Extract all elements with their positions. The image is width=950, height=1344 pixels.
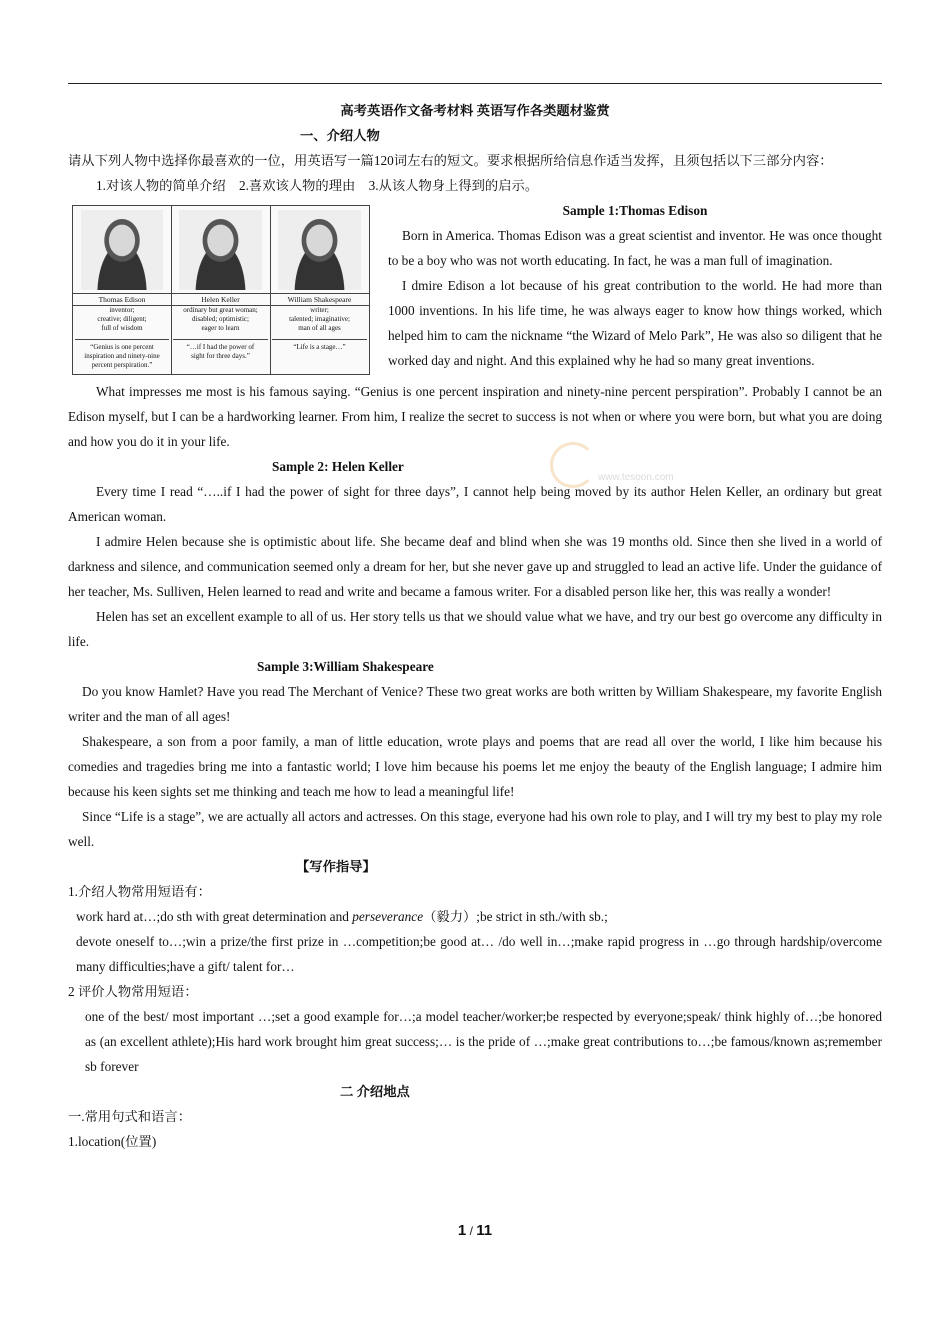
figure-name: Thomas Edison bbox=[73, 293, 171, 306]
phrase-italic: perseverance bbox=[352, 909, 424, 924]
sample1-paragraph: What impresses me most is his famous saying. “Genius is one percent inspiration and ninety-nine percent perspiration”. Probably I cannot be an Edison myself, but I can be a hardworking learner. From him, I realize the secret to success is not when or where you were born, but what you are doing and how you do it in your life. bbox=[68, 384, 882, 449]
figure-quote: “Life is a stage…” bbox=[272, 339, 367, 352]
doc-title: 高考英语作文备考材料 英语写作各类题材鉴赏 bbox=[340, 103, 610, 118]
guide-subheading: 2 评价人物常用短语： bbox=[68, 984, 198, 999]
page-number bbox=[0, 1222, 950, 1239]
sample3-heading: Sample 3:William Shakespeare bbox=[257, 659, 434, 674]
section1-heading: 一、介绍人物 bbox=[300, 128, 380, 143]
sample1-heading: Sample 1:Thomas Edison bbox=[562, 203, 708, 218]
section1-points: 1.对该人物的简单介绍 2.喜欢该人物的理由 3.从该人物身上得到的启示。 bbox=[96, 178, 539, 193]
figure-name: William Shakespeare bbox=[270, 293, 369, 306]
sample2-paragraph: Every time I read “…..if I had the power of sight for three days”, I cannot help being moved by its author Helen Keller, an ordinary but great American woman. bbox=[68, 484, 882, 524]
guide-heading: 【写作指导】 bbox=[296, 859, 376, 874]
page-separator: / bbox=[466, 1224, 477, 1238]
sample3-paragraph: Do you know Hamlet? Have you read The Merchant of Venice? These two great works are both written by William Shakespeare, my favorite English writer and the man of all ages! bbox=[68, 684, 882, 724]
edison-portrait bbox=[81, 210, 163, 290]
figure-traits: ordinary but great woman; disabled; optimistic; eager to learn bbox=[183, 306, 258, 332]
sample2-heading: Sample 2: Helen Keller bbox=[272, 459, 404, 474]
section2-item: 1.location(位置) bbox=[68, 1134, 157, 1149]
header-rule bbox=[68, 83, 882, 84]
section2-subheading: 一.常用句式和语言： bbox=[68, 1109, 191, 1124]
sample3-paragraph: Since “Life is a stage”, we are actually all actors and actresses. On this stage, everyone had his own role to play, and I will try my best to play my role well. bbox=[68, 809, 882, 849]
document-page bbox=[68, 98, 882, 1154]
guide-subheading: 1.介绍人物常用短语有： bbox=[68, 884, 211, 899]
page-current: 1 bbox=[457, 1222, 467, 1239]
figure-traits: writer; talented; imaginative; man of all ages bbox=[289, 306, 350, 332]
figure-column-keller bbox=[171, 206, 271, 374]
sample3-paragraph: Shakespeare, a son from a poor family, a man of little education, wrote plays and poems that are read all over the world, I like him because his comedies and tragedies bring me into a fantastic world; I love him because his poems let me enjoy the beauty of the English language; I admire him because his keen sights set me thinking and teach me how to lead a meaningful life! bbox=[68, 734, 882, 799]
watermark-url: www.tesoon.com bbox=[598, 472, 674, 483]
section1-instruction: 请从下列人物中选择你最喜欢的一位，用英语写一篇120词左右的短文。要求根据所给信息作适当发挥，且须包括以下三部分内容： bbox=[68, 153, 833, 168]
page-total: 11 bbox=[476, 1222, 493, 1239]
sample2-paragraph: Helen has set an excellent example to all of us. Her story tells us that we should value what we have, and try our best go overcome any difficulty in life. bbox=[68, 609, 882, 649]
keller-portrait bbox=[179, 210, 262, 290]
people-figure bbox=[72, 205, 370, 375]
figure-column-shakespeare bbox=[270, 206, 369, 374]
sample1-paragraph: I dmire Edison a lot because of his great contribution to the world. He had more than 1000 inventions. In his life time, he was always eager to know how things worked, which helped him to cam the nickname “the Wizard of Melo Park”, He was also so diligent that he worked day and night. And this explained why he had so many great inventions. bbox=[388, 278, 882, 368]
guide-phrases: devote oneself to…;win a prize/the first prize in …competition;be good at… /do well in…;make rapid progress in …go through hardship/overcome many difficulties;have a gift/ talent for… bbox=[76, 934, 882, 974]
phrase-text: work hard at…;do sth with great determination and bbox=[76, 909, 353, 924]
sample2-paragraph: I admire Helen because she is optimistic about life. She became deaf and blind when she was 19 months old. Since then she lived in a world of darkness and silence, and communication seemed only a dream for her, but she never gave up and struggled to lead an active life. Under the guidance of her teacher, Ms. Sulliven, Helen learned to read and write and became a famous writer. For a disabled person like her, this was really a wonder! bbox=[68, 534, 882, 599]
figure-quote: “Genius is one percent inspiration and ninety-nine percent perspiration.” bbox=[75, 339, 169, 370]
figure-name: Helen Keller bbox=[171, 293, 270, 306]
shakespeare-portrait bbox=[278, 210, 361, 290]
phrase-text: （毅力）;be strict in sth./with sb.; bbox=[423, 909, 608, 924]
sample1-paragraph: Born in America. Thomas Edison was a great scientist and inventor. He was once thought to be a boy who was not worth educating. In fact, he was a man full of imagination. bbox=[388, 228, 882, 268]
section2-heading: 二 介绍地点 bbox=[340, 1084, 410, 1099]
figure-traits: inventor; creative; diligent; full of wisdom bbox=[97, 306, 147, 332]
guide-phrases: one of the best/ most important …;set a good example for…;a model teacher/worker;be respected by everyone;speak/ think highly of…;be honored as (an excellent athlete);His hard work brought him great success;… is the pride of …;make great contributions to…;be famous/known as;remember sb forever bbox=[85, 1009, 882, 1074]
figure-quote: “…if I had the power of sight for three days.” bbox=[173, 339, 268, 361]
figure-column-edison bbox=[73, 206, 172, 374]
guide-phrases bbox=[68, 904, 882, 929]
